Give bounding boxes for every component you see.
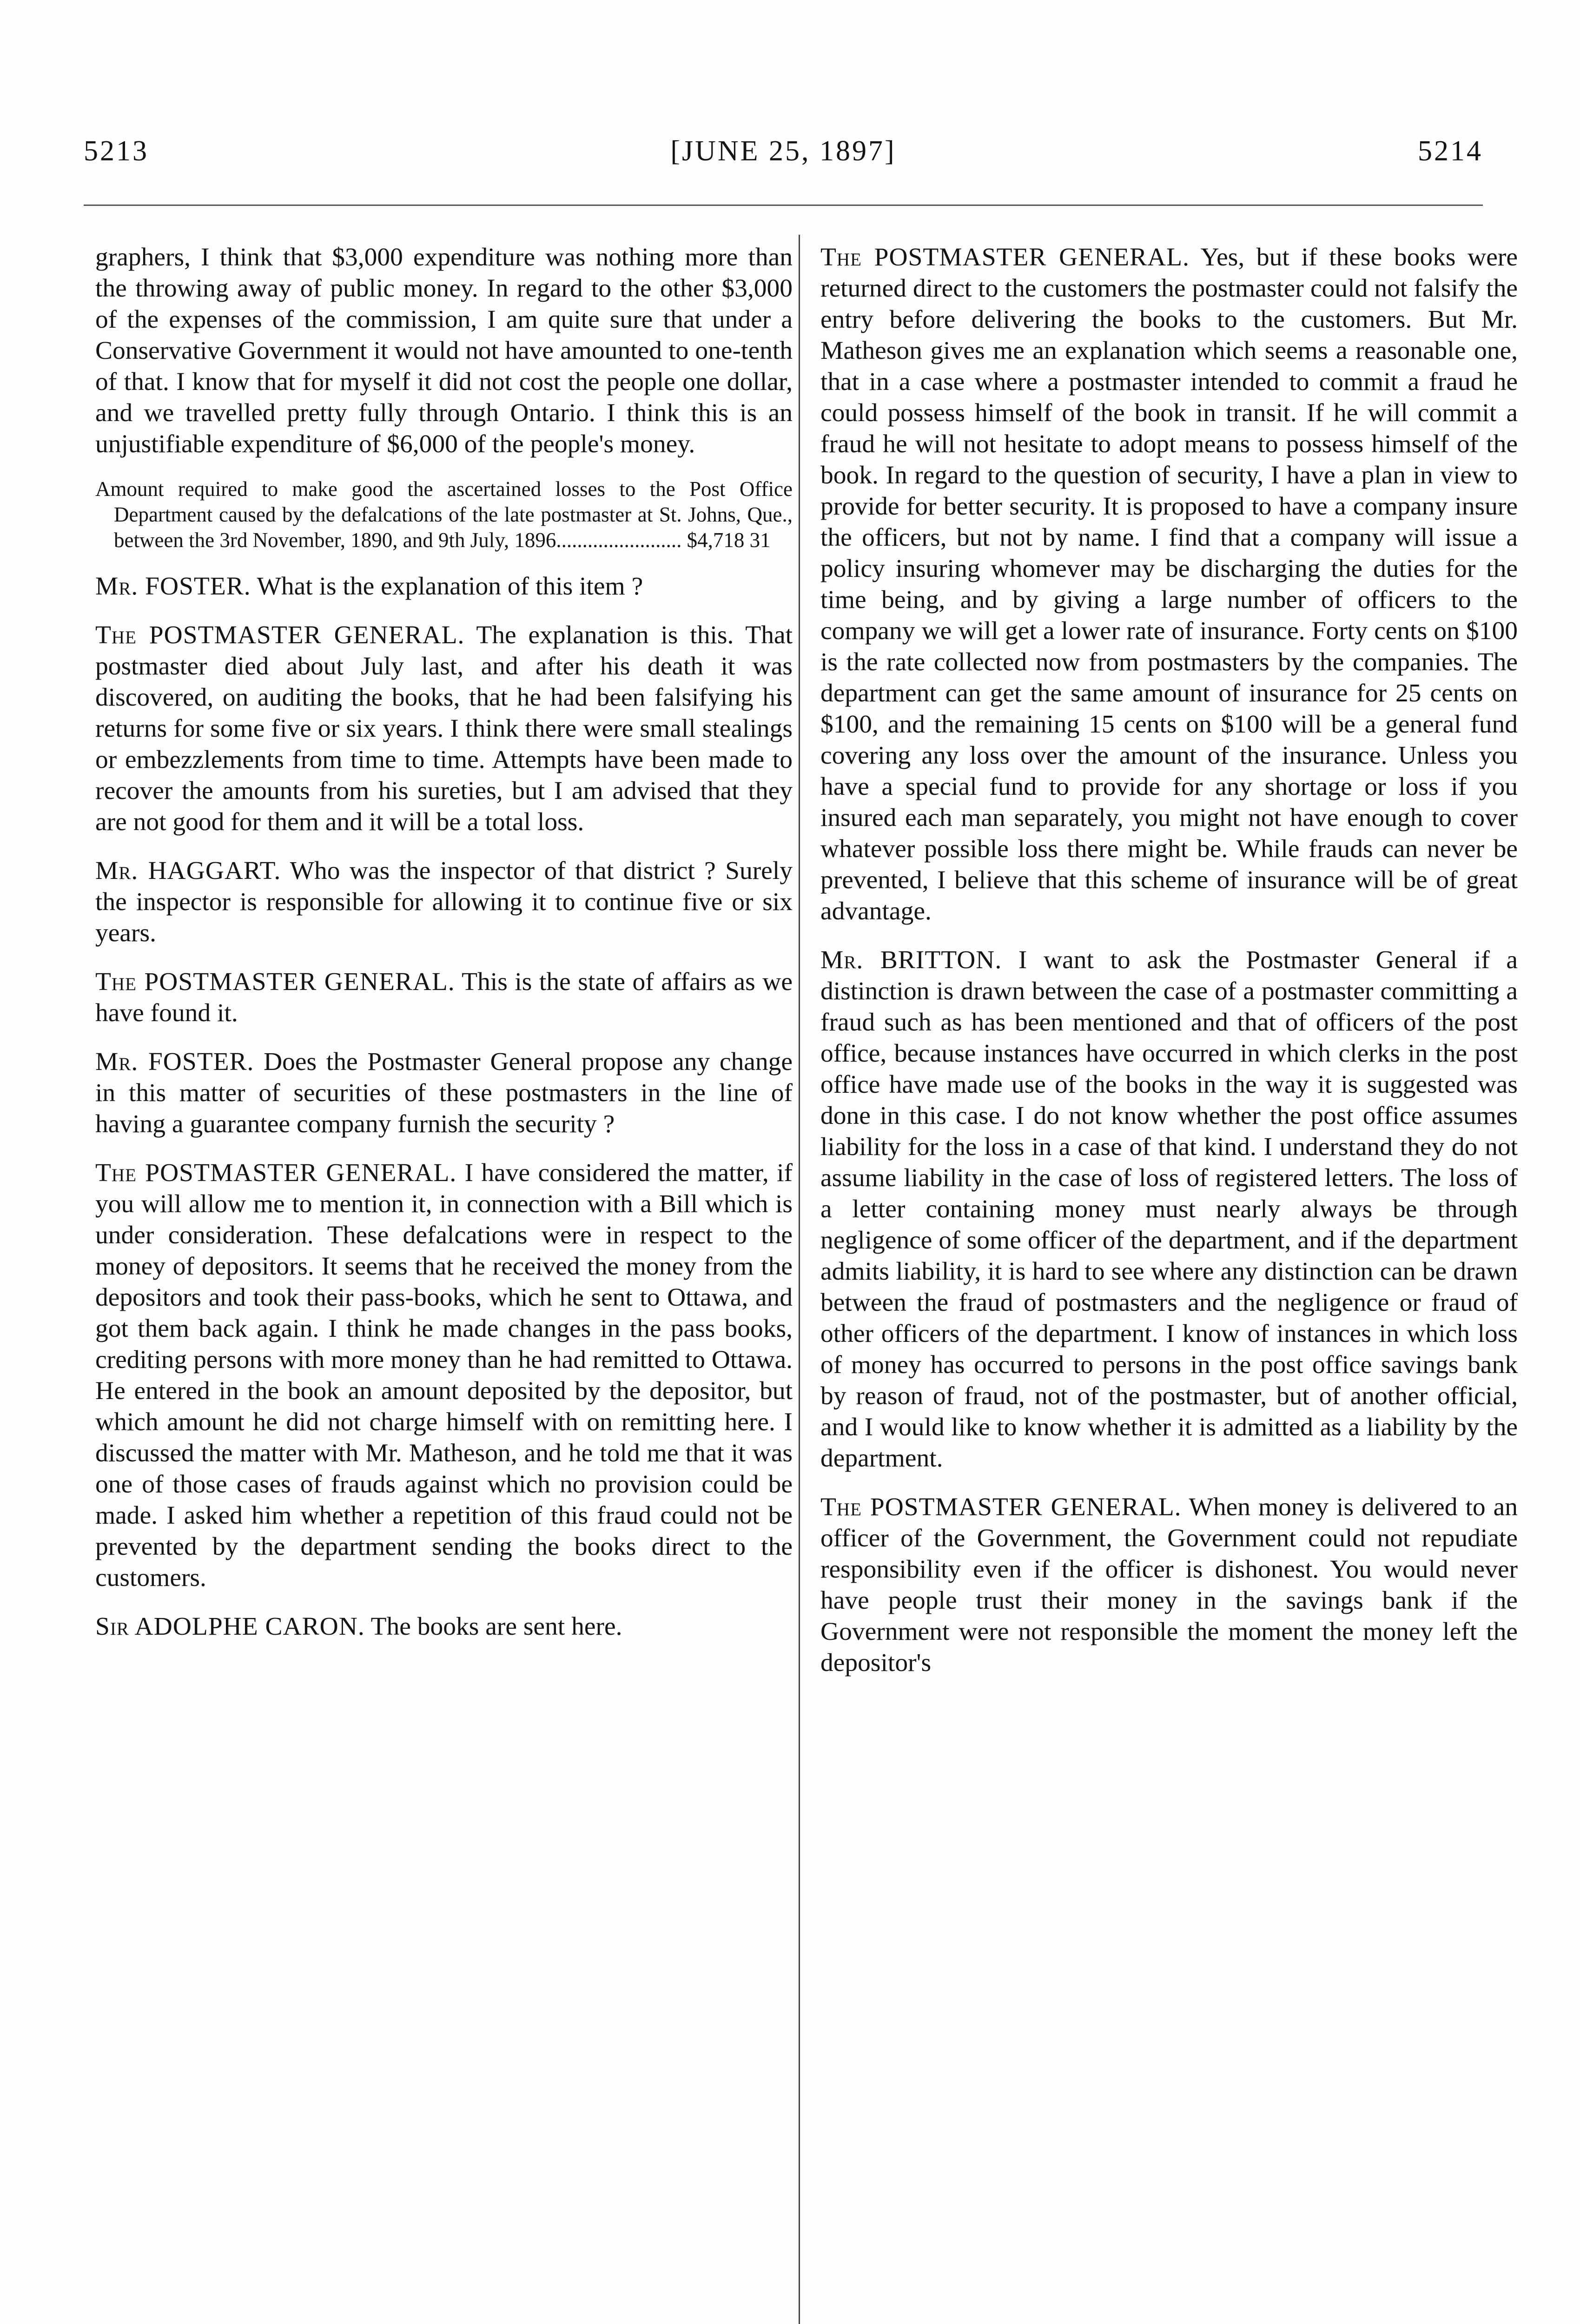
speech-paragraph <box>95 620 793 838</box>
speech-text: The explanation is this. That postmaster died about July last, and after his death it was discovered, on auditing the books, that he had been falsifying his returns for some five or six years. I think there were small stealings or embezzlements from time to time. Attempts have been made to recover the amounts from his sureties, but I am advised that they are not good for them and it will be a total loss. <box>95 621 793 836</box>
speaker-name: The POSTMASTER GENERAL. <box>95 968 455 996</box>
speech-paragraph <box>95 966 793 1029</box>
supply-item-text: Amount required to make good the ascertained losses to the Post Office Department caused by the defalcations of the late postmaster at St. Johns, Que., between the 3rd November, 1890, and 9th July, 1896........................ <box>95 477 793 552</box>
speaker-name: Mr. FOSTER. <box>95 572 251 601</box>
speech-text: Does the Postmaster General propose any change in this matter of securities of these postmasters in the line of having a guarantee company furnish the security ? <box>95 1048 793 1138</box>
speech-text: This is the state of affairs as we have found it. <box>95 968 793 1027</box>
speaker-name: The POSTMASTER GENERAL. <box>95 621 465 649</box>
speech-paragraph <box>95 1611 793 1642</box>
right-page-number: 5214 <box>1418 135 1483 167</box>
speech-text: I have considered the matter, if you will allow me to mention it, in connection with a Bill which is under consideration. These defalcations were in respect to the money of depositors. It seems that he received the money from the depositors and took their pass-books, which he sent to Ottawa, and got them back again. I think he made changes in the pass books, crediting persons with more money than he had remitted to Ottawa. He entered in the book an amount deposited by the depositor, but which amount he did not charge himself with on remitting here. I discussed the matter with Mr. Matheson, and he told me that it was one of those cases of frauds against which no provision could be made. I asked him whether a repetition of this fraud could not be prevented by the department sending the books direct to the customers. <box>95 1159 793 1592</box>
supply-item <box>95 476 793 553</box>
speech-text: I want to ask the Postmaster General if a distinction is drawn between the case of a postmaster committing a fraud such as has been mentioned and that of officers of the post office, because instances have occurred in which clerks in the post office have made use of the books in the way it is suggested was done in this case. I do not know whether the post office assumes liability for the loss in a case of that kind. I understand they do not assume liability in the case of loss of registered letters. The loss of a letter containing money must nearly always be through negligence of some officer of the department, and if the department admits liability, it is hard to see where any distinction can be drawn between the fraud of postmasters and the negligence or fraud of other officers of the department. I know of instances in which loss of money has occurred to persons in the post office savings bank by reason of fraud, not of the postmaster, but of another official, and I would like to know whether it is admitted as a liability by the department. <box>820 946 1518 1472</box>
paragraph <box>95 242 793 460</box>
left-page-number: 5213 <box>84 135 149 167</box>
header-date: [JUNE 25, 1897] <box>670 135 896 167</box>
speaker-name: The POSTMASTER GENERAL. <box>820 243 1190 271</box>
header-rule <box>84 205 1483 206</box>
speech-text: Yes, but if these books were returned direct to the customers the postmaster could not falsify the entry before delivering the books to the customers. But Mr. Matheson gives me an explanation which seems a reasonable one, that in a case where a postmaster intended to commit a fraud he could possess himself of the book in transit. If he will commit a fraud he will not hesitate to adopt means to possess himself of the book. In regard to the question of security, I have a plan in view to provide for better security. It is proposed to have a company insure the officers, but not by name. I find that a company will issue a policy insuring whomever may be discharging the duties for the time being, and by giving a large number of officers to the company we will get a lower rate of insurance. Forty cents on $100 is the rate collected now from postmasters by the companies. The department can get the same amount of insurance for 25 cents on $100, and the remaining 15 cents on $100 will be a general fund covering any loss over the amount of the insurance. Unless you have a special fund to provide for any shortage or loss if you insured each man separately, you might not have enough to cover whatever possible loss there might be. While frauds can never be prevented, I believe that this scheme of insurance will be of great advantage. <box>820 243 1518 925</box>
speaker-name: The POSTMASTER GENERAL. <box>95 1159 457 1187</box>
speaker-name: Mr. FOSTER. <box>95 1048 254 1076</box>
speech-text: What is the explanation of this item ? <box>257 572 643 601</box>
speech-text: Who was the inspector of that district ? Surely the inspector is responsible for allowing it to continue five or six years. <box>95 857 793 947</box>
speaker-name: Mr. BRITTON. <box>820 946 1002 974</box>
left-column <box>95 242 793 1660</box>
speech-paragraph <box>95 1157 793 1593</box>
speaker-name: Mr. HAGGART. <box>95 857 281 885</box>
speech-paragraph <box>820 944 1518 1474</box>
speech-paragraph <box>95 855 793 949</box>
paragraph-text: graphers, I think that $3,000 expenditure was nothing more than the throwing away of public money. In regard to the other $3,000 of the expenses of the commission, I am quite sure that under a Conservative Government it would not have amounted to one-tenth of that. I know that for myself it did not cost the people one dollar, and we travelled pretty fully through Ontario. I think this is an unjustifiable expenditure of $6,000 of the people's money. <box>95 243 793 458</box>
speech-paragraph <box>95 571 793 602</box>
speech-paragraph <box>95 1046 793 1140</box>
speech-text: When money is delivered to an officer of the Government, the Government could not repudiate responsibility even if the officer is dishonest. You would never have people trust their money in the savings bank if the Government were not responsible the moment the money left the depositor's <box>820 1493 1518 1677</box>
right-column <box>820 242 1518 1696</box>
speech-paragraph <box>820 1492 1518 1678</box>
speech-text: The books are sent here. <box>370 1612 622 1641</box>
supply-item-amount: $4,718 31 <box>687 528 771 552</box>
speaker-name: The POSTMASTER GENERAL. <box>820 1493 1182 1521</box>
speaker-name: Sir ADOLPHE CARON. <box>95 1612 365 1641</box>
column-divider <box>799 235 800 2324</box>
speech-paragraph <box>820 242 1518 927</box>
page-header <box>84 130 1483 172</box>
